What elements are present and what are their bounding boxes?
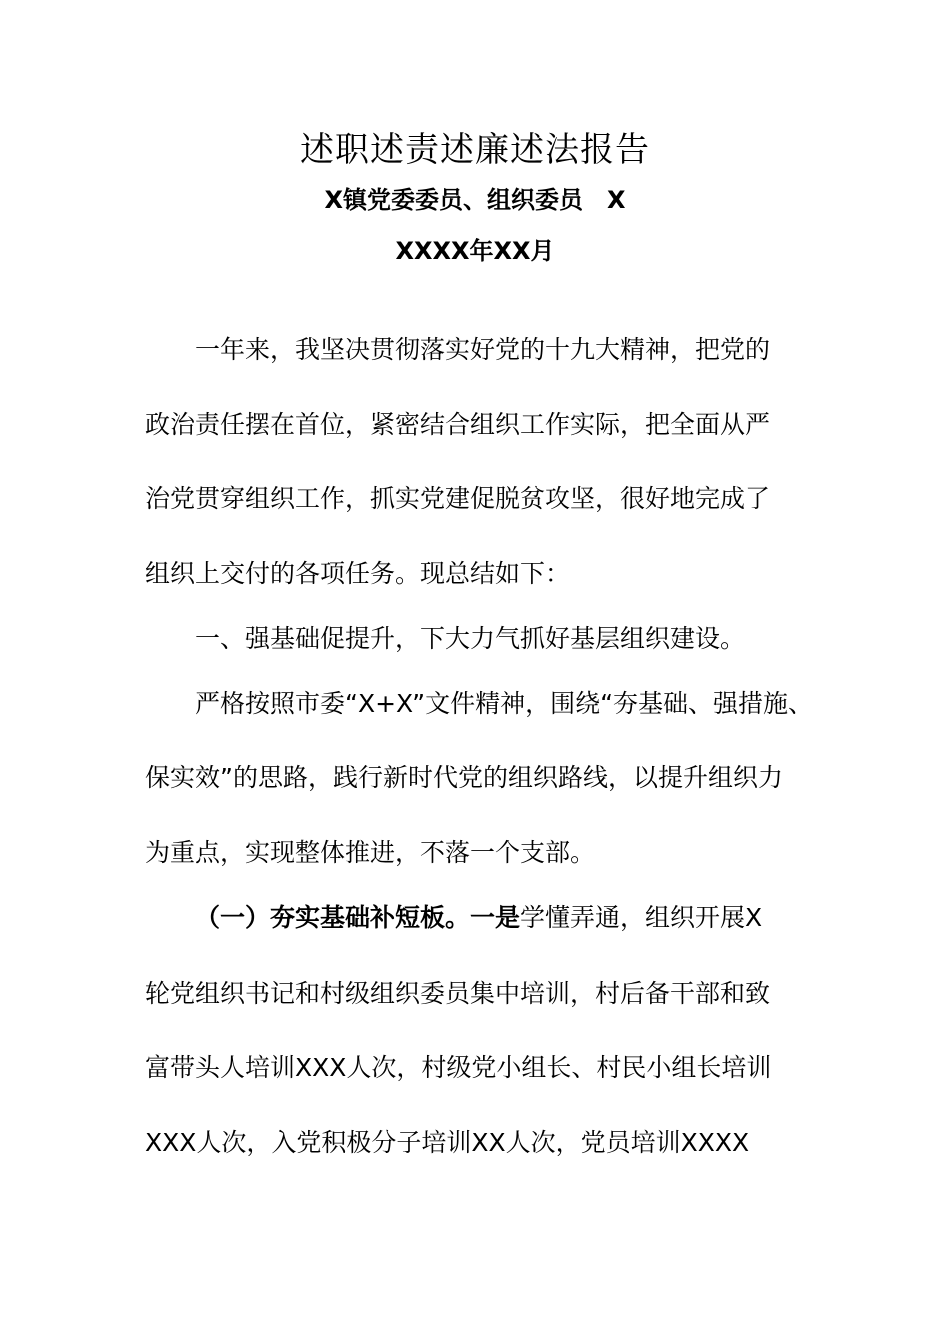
date-line: XXXX年XX月: [395, 237, 555, 265]
paragraph-line: 组织上交付的各项任务。现总结如下：: [145, 559, 571, 588]
paragraph-line: 一年来，我坚决贯彻落实好党的十九大精神，把党的: [195, 335, 771, 364]
paragraph-line: 保实效”的思路，践行新时代党的组织路线，以提升组织力: [145, 763, 783, 792]
paragraph-line: 为重点，实现整体推进，不落一个支部。: [145, 838, 596, 867]
paragraph-line: XXX人次，入党积极分子培训XX人次，党员培训XXXX: [145, 1128, 750, 1157]
subsection-text: 学懂弄通，组织开展X: [520, 903, 763, 932]
subsection-heading: （一）夯实基础补短板。: [195, 903, 471, 932]
subsection-line: [195, 901, 762, 935]
paragraph-line: 轮党组织书记和村级组织委员集中培训，村后备干部和致: [145, 979, 771, 1008]
subsection-lead: 一是: [470, 903, 521, 932]
paragraph-line: 严格按照市委“X+X”文件精神，围绕“夯基础、强措施、: [195, 689, 814, 718]
document-title: 述职述责述廉述法报告: [300, 130, 650, 170]
author-line: X镇党委委员、组织委员 X: [324, 186, 626, 214]
paragraph-line: 富带头人培训XXX人次，村级党小组长、村民小组长培训: [145, 1053, 772, 1082]
paragraph-line: 治党贯穿组织工作，抓实党建促脱贫攻坚，很好地完成了: [145, 484, 771, 513]
section-heading-line: 一、强基础促提升，下大力气抓好基层组织建设。: [195, 624, 746, 653]
paragraph-line: 政治责任摆在首位，紧密结合组织工作实际，把全面从严: [145, 410, 771, 439]
